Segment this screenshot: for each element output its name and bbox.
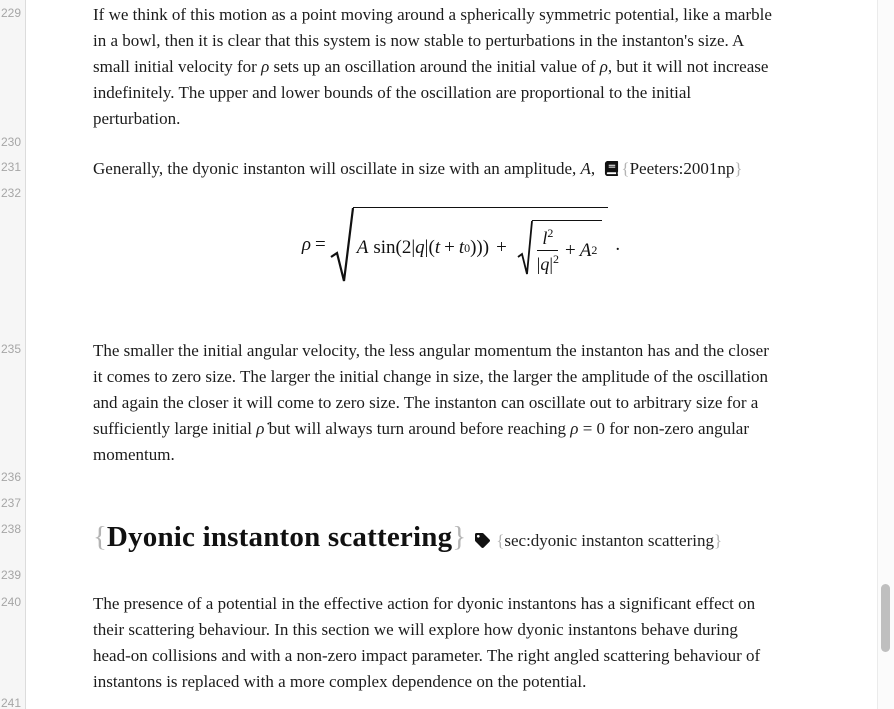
text-line: sufficiently large initial ρ̇ but will always turn around before reaching ρ = 0 for non-zero angular — [93, 419, 750, 438]
text-line: If we think of this motion as a point moving around a spherically symmetric potential, like a marble — [93, 5, 772, 24]
line-number: 239 — [0, 568, 21, 582]
radical-sign — [517, 220, 533, 276]
line-number: 236 — [0, 470, 21, 484]
citation-key[interactable]: Peeters:2001np — [629, 159, 735, 178]
inline-math-amplitude: A — [580, 159, 591, 178]
outer-square-root: A sin(2| q |( t + t 0 ))) + $\frac{l^2}{|q|^2}$ + A 2 — [330, 207, 609, 283]
inner-square-root: $\frac{l^2}{|q|^2}$ + A 2 — [517, 220, 603, 276]
scrollbar-thumb[interactable] — [881, 584, 890, 652]
text-line: their scattering behaviour. In this section we will explore how dyonic instantons behave during — [93, 620, 738, 639]
section-heading[interactable] — [93, 514, 829, 567]
equation-period: . — [615, 234, 621, 255]
fraction: $\frac{l^2}{|q|^2}$ — [536, 225, 560, 274]
line-number-gutter — [0, 0, 26, 709]
equation-row — [302, 207, 620, 283]
math-equals: = — [315, 234, 326, 255]
text-line: perturbation. — [93, 109, 181, 128]
inline-math-rho: ρ — [599, 57, 608, 76]
text-line: head-on collisions and with a non-zero impact parameter. The right angled scattering behaviour of — [93, 646, 761, 665]
display-equation[interactable] — [93, 200, 829, 290]
inline-math-rho: ρ — [570, 419, 579, 438]
text-line: and again the closer it will come to zero size. The instanton can oscillate out to arbitrary size for a — [93, 393, 759, 412]
line-number: 235 — [0, 342, 21, 356]
text-line: small initial velocity for ρ sets up an oscillation around the initial value of ρ, but it will not increase — [93, 57, 769, 76]
paragraph-amplitude[interactable] — [93, 156, 829, 182]
citation-close-brace: } — [734, 159, 743, 178]
line-number: 231 — [0, 160, 21, 174]
section-title[interactable]: Dyonic instanton scattering — [106, 521, 453, 553]
text-line: momentum. — [93, 445, 175, 464]
inline-math-rho: ρ — [261, 57, 270, 76]
text-line: it comes to zero size. The larger the initial change in size, the larger the amplitude of the oscillation — [93, 367, 769, 386]
line-number: 230 — [0, 135, 21, 149]
section-label[interactable]: {sec:dyonic instanton scattering} — [496, 531, 723, 550]
text-line: in a bowl, then it is clear that this system is now stable to perturbations in the instanton's size. A — [93, 31, 745, 50]
text-line: indefinitely. The upper and lower bounds of the oscillation are proportional to the initial — [93, 83, 692, 102]
text-line: Generally, the dyonic instanton will oscillate in size with an amplitude, A, {Peeters:2001np} — [93, 156, 829, 182]
line-number: 241 — [0, 696, 21, 709]
math-rho: ρ — [301, 234, 312, 255]
line-number: 238 — [0, 522, 21, 536]
paragraph-scattering-intro[interactable] — [93, 591, 829, 695]
inline-math-rho-dot: ρ̇ — [256, 419, 265, 438]
vertical-scrollbar[interactable] — [877, 0, 894, 709]
line-number: 237 — [0, 496, 21, 510]
paragraph-stability[interactable] — [93, 2, 829, 132]
radical-sign — [330, 207, 354, 283]
heading-close-brace: } — [452, 521, 467, 553]
line-number: 232 — [0, 186, 21, 200]
book-icon[interactable] — [604, 158, 619, 184]
line-number: 240 — [0, 595, 21, 609]
label-tag-icon[interactable] — [475, 521, 490, 567]
citation-open-brace: { — [621, 159, 630, 178]
document-content[interactable] — [93, 0, 829, 709]
paragraph-angular-momentum[interactable] — [93, 338, 829, 468]
text-line: The smaller the initial angular velocity, the less angular momentum the instanton has and the closer — [93, 341, 769, 360]
heading-open-brace: { — [93, 521, 107, 553]
text-line: The presence of a potential in the effective action for dyonic instantons has a significant effect on — [93, 594, 756, 613]
text-line: instantons is replaced with a more complex dependence on the potential. — [93, 672, 587, 691]
line-number: 229 — [0, 6, 21, 20]
